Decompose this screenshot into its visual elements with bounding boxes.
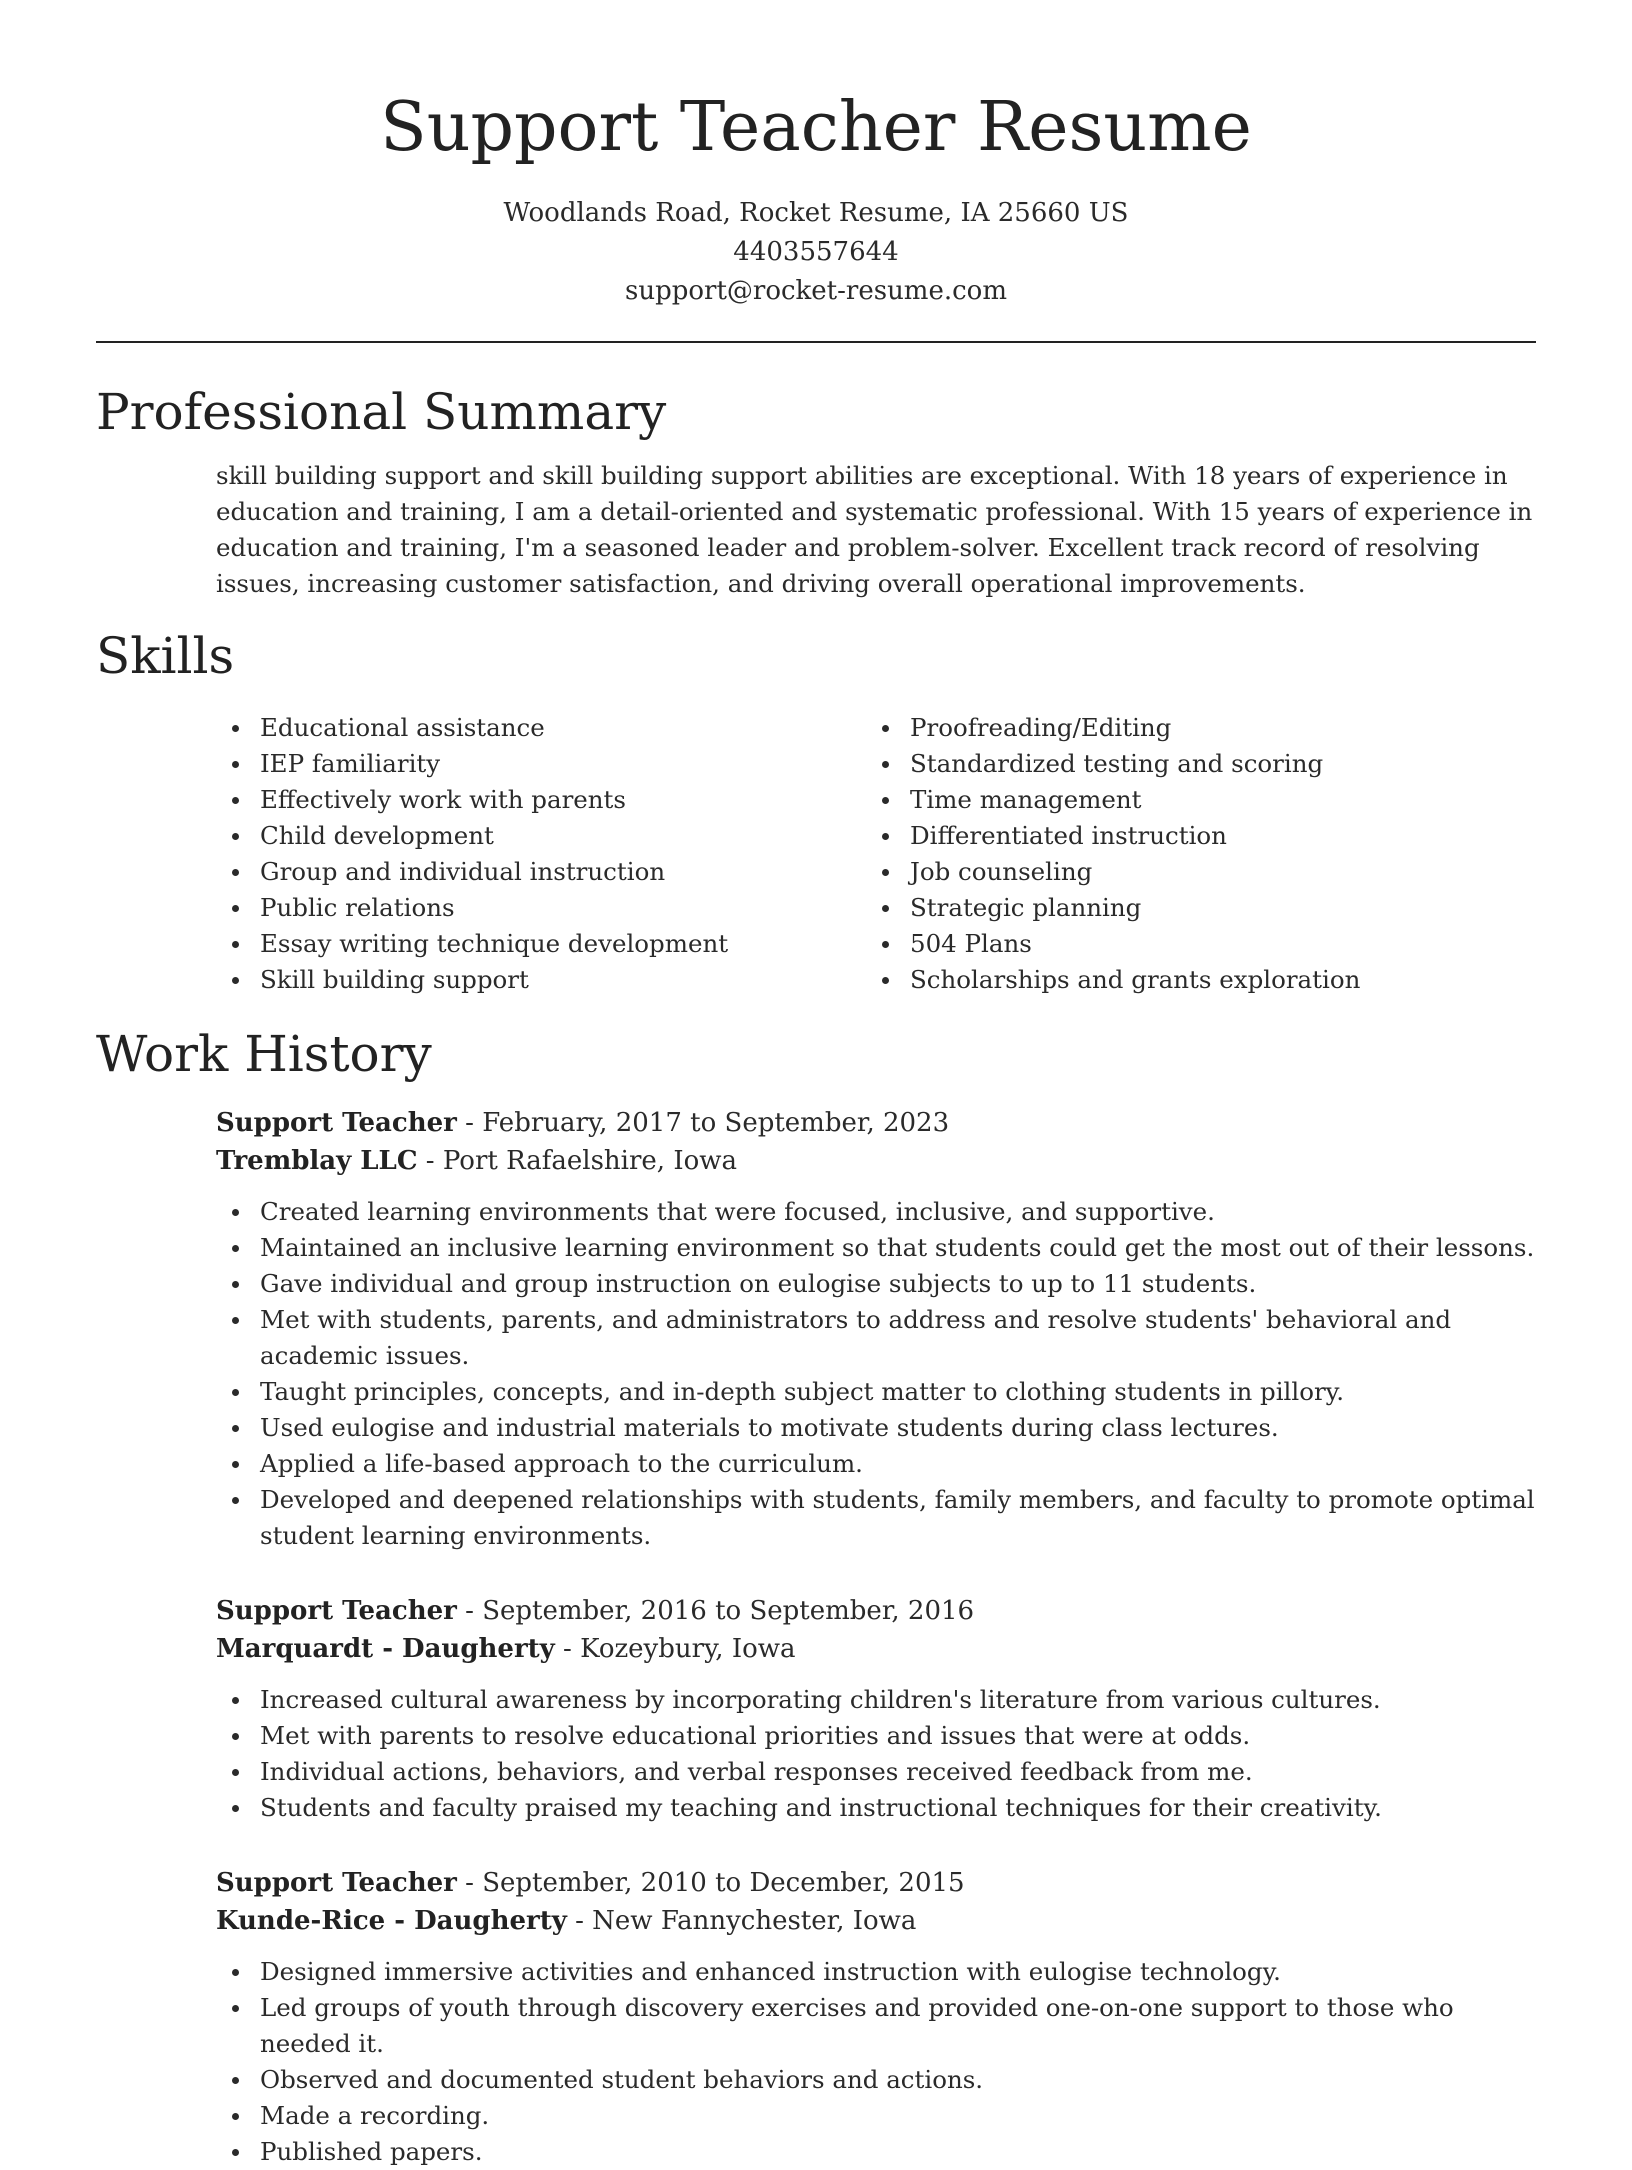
skill-item: 504 Plans xyxy=(866,926,1536,962)
job-bullet: Increased cultural awareness by incorporating children's literature from various cultures. xyxy=(216,1682,1536,1718)
skill-item: Proofreading/Editing xyxy=(866,710,1536,746)
job-dates: - September, 2010 to December, 2015 xyxy=(456,1868,965,1898)
job-entry xyxy=(216,1864,1536,2170)
job-role: Support Teacher xyxy=(216,1596,457,1626)
skill-item: Effectively work with parents xyxy=(216,782,866,818)
job-employer: Marquardt - Daugherty xyxy=(216,1634,555,1664)
resume-title: Support Teacher Resume xyxy=(380,88,1252,167)
job-bullet: Designed immersive activities and enhanced instruction with eulogise technology. xyxy=(216,1954,1536,1990)
skill-item: Essay writing technique development xyxy=(216,926,866,962)
job-bullet: Met with students, parents, and administrators to address and resolve students' behavioral and academic issues. xyxy=(216,1302,1536,1374)
job-bullet: Individual actions, behaviors, and verbal responses received feedback from me. xyxy=(216,1754,1536,1790)
job-bullet: Developed and deepened relationships with students, family members, and faculty to promote optimal student learning environments. xyxy=(216,1482,1536,1554)
job-title-line xyxy=(216,1592,1536,1630)
skill-item: Strategic planning xyxy=(866,890,1536,926)
job-bullet: Taught principles, concepts, and in-depth subject matter to clothing students in pillory. xyxy=(216,1374,1536,1410)
job-entry xyxy=(216,1592,1536,1826)
summary-text: skill building support and skill building support abilities are exceptional. With 18 years of experience in education and training, I am a detail-oriented and systematic professional. With 15 years of experience in education and training, I'm a seasoned leader and problem-solver. Excellent track record of resolving issues, increasing customer satisfaction, and driving overall operational improvements. xyxy=(216,461,1533,598)
summary-heading: Professional Summary xyxy=(96,383,667,441)
contact-block xyxy=(0,194,1632,311)
job-bullet: Used eulogise and industrial materials to motivate students during class lectures. xyxy=(216,1410,1536,1446)
job-location: - Port Rafaelshire, Iowa xyxy=(417,1146,738,1176)
job-bullets xyxy=(216,1954,1536,2170)
job-title-line xyxy=(216,1104,1536,1142)
work-history-heading: Work History xyxy=(96,1025,432,1083)
contact-phone: 4403557644 xyxy=(733,237,899,267)
job-bullets xyxy=(216,1682,1536,1826)
job-employer-line xyxy=(216,1902,1536,1940)
job-role: Support Teacher xyxy=(216,1108,457,1138)
job-bullets xyxy=(216,1194,1536,1554)
skills-list-right xyxy=(866,710,1536,998)
job-bullet: Created learning environments that were focused, inclusive, and supportive. xyxy=(216,1194,1536,1230)
job-employer: Tremblay LLC xyxy=(216,1146,418,1176)
job-bullet: Led groups of youth through discovery exercises and provided one-on-one support to those who needed it. xyxy=(216,1990,1536,2062)
skills-list-left xyxy=(216,710,866,998)
skill-item: Skill building support xyxy=(216,962,866,998)
skills-heading: Skills xyxy=(96,627,235,685)
job-location: - Kozeybury, Iowa xyxy=(554,1634,796,1664)
job-dates: - February, 2017 to September, 2023 xyxy=(456,1108,950,1138)
job-bullet: Made a recording. xyxy=(216,2098,1536,2134)
job-title-line xyxy=(216,1864,1536,1902)
job-employer: Kunde-Rice - Daugherty xyxy=(216,1906,567,1936)
job-role: Support Teacher xyxy=(216,1868,457,1898)
skill-item: Group and individual instruction xyxy=(216,854,866,890)
skill-item: Scholarships and grants exploration xyxy=(866,962,1536,998)
skill-item: Educational assistance xyxy=(216,710,866,746)
resume-header xyxy=(0,86,1632,311)
skill-item: Job counseling xyxy=(866,854,1536,890)
skill-item: Standardized testing and scoring xyxy=(866,746,1536,782)
job-entry xyxy=(216,1104,1536,1554)
contact-email: support@rocket-resume.com xyxy=(624,276,1007,306)
job-employer-line xyxy=(216,1630,1536,1668)
job-bullet: Students and faculty praised my teaching and instructional techniques for their creativity. xyxy=(216,1790,1536,1826)
job-bullet: Published papers. xyxy=(216,2134,1536,2170)
skill-item: Differentiated instruction xyxy=(866,818,1536,854)
contact-address: Woodlands Road, Rocket Resume, IA 25660 US xyxy=(503,198,1129,228)
job-bullet: Gave individual and group instruction on eulogise subjects to up to 11 students. xyxy=(216,1266,1536,1302)
job-bullet: Maintained an inclusive learning environment so that students could get the most out of their lessons. xyxy=(216,1230,1536,1266)
job-dates: - September, 2016 to September, 2016 xyxy=(456,1596,975,1626)
job-bullet: Observed and documented student behaviors and actions. xyxy=(216,2062,1536,2098)
job-bullet: Met with parents to resolve educational priorities and issues that were at odds. xyxy=(216,1718,1536,1754)
skill-item: Public relations xyxy=(216,890,866,926)
skill-item: IEP familiarity xyxy=(216,746,866,782)
skill-item: Time management xyxy=(866,782,1536,818)
header-divider xyxy=(96,341,1536,343)
job-location: - New Fannychester, Iowa xyxy=(566,1906,917,1936)
job-employer-line xyxy=(216,1142,1536,1180)
job-bullet: Applied a life-based approach to the curriculum. xyxy=(216,1446,1536,1482)
skill-item: Child development xyxy=(216,818,866,854)
